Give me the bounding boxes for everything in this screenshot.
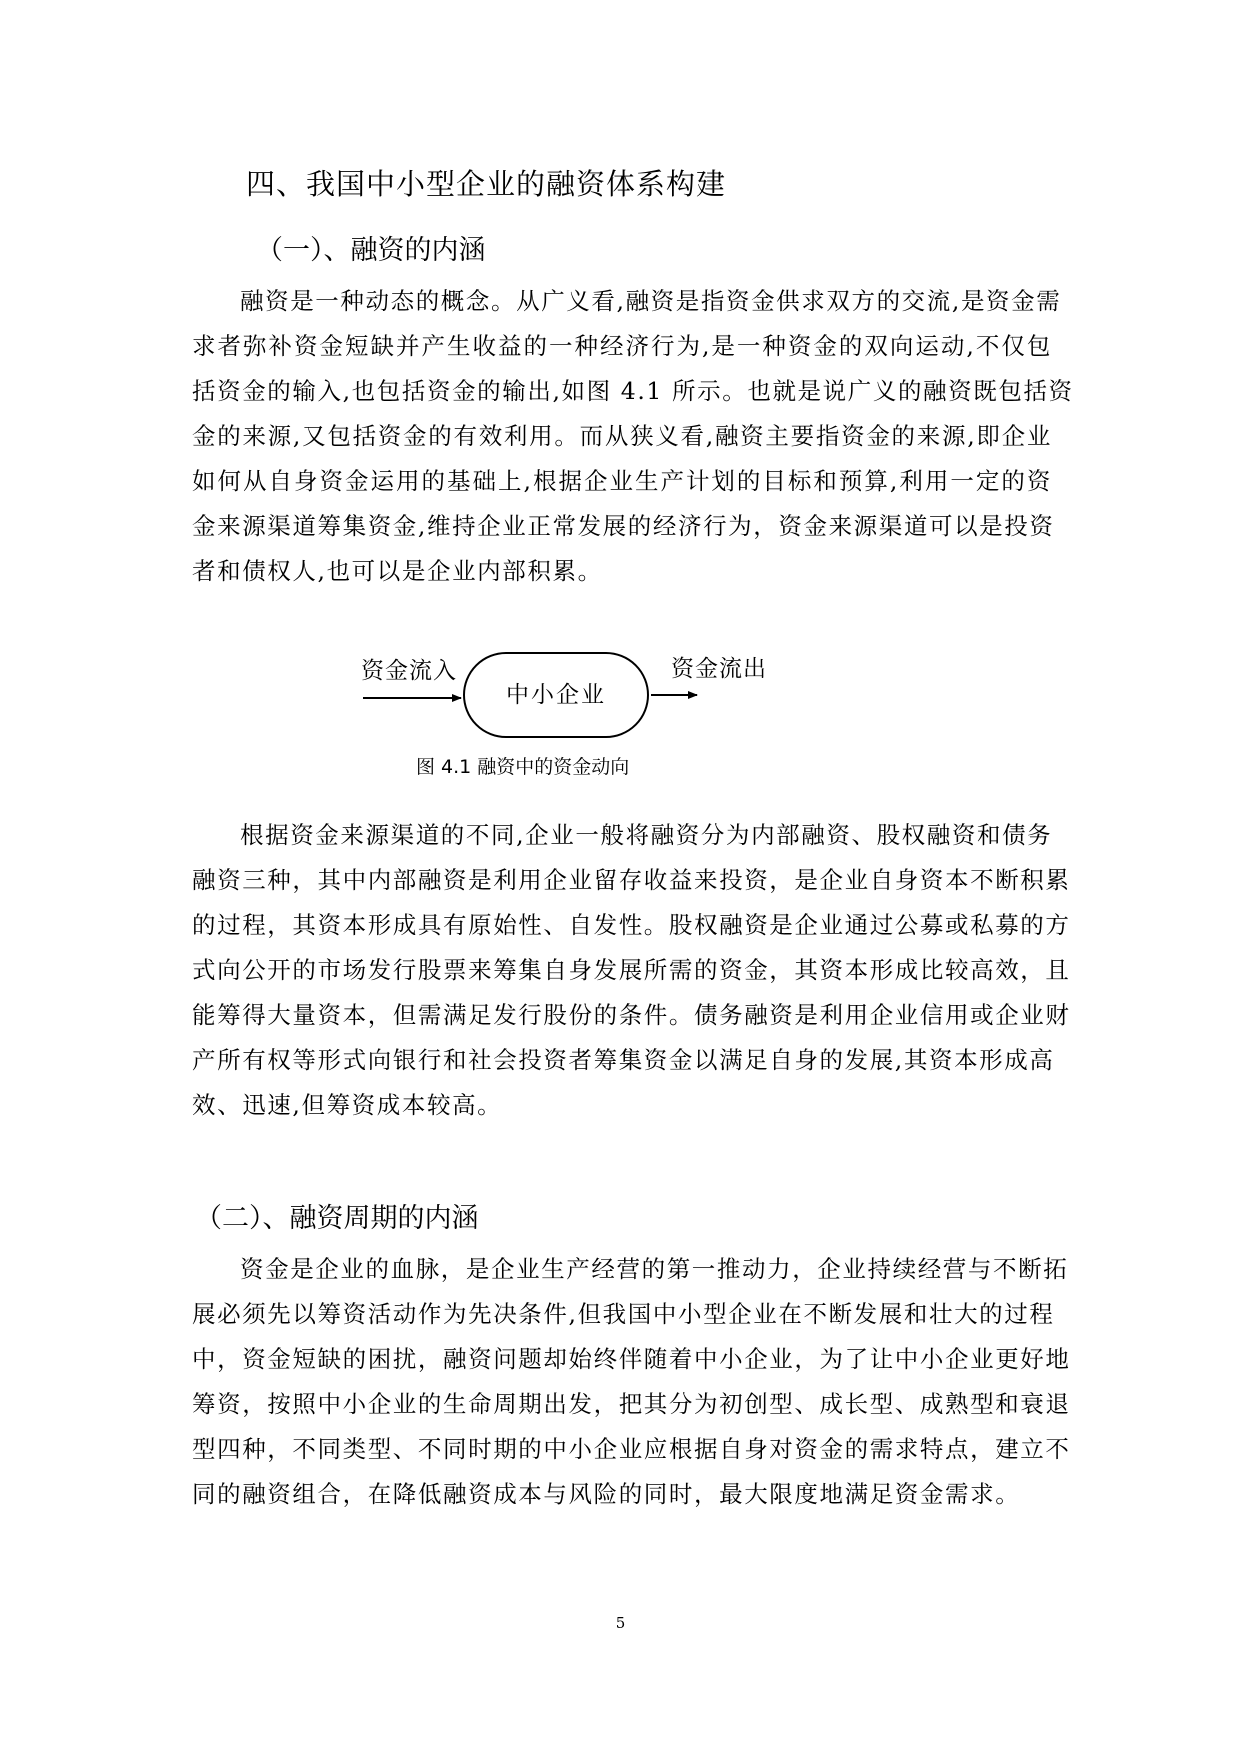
paragraph-line: 者和债权人,也可以是企业内部积累。 bbox=[192, 557, 603, 585]
enterprise-box bbox=[463, 652, 649, 738]
paragraph-line: 金来源渠道筹集资金,维持企业正常发展的经济行为，资金来源渠道可以是投资 bbox=[192, 512, 1055, 540]
paragraph-line: 展必须先以筹资活动作为先决条件,但我国中小型企业在不断发展和壮大的过程 bbox=[192, 1300, 1055, 1328]
capital-flow-diagram bbox=[355, 646, 795, 758]
paragraph-line: 融资三种，其中内部融资是利用企业留存收益来投资，是企业自身资本不断积累 bbox=[192, 866, 1071, 894]
paragraph-line: 融资是一种动态的概念。从广义看,融资是指资金供求双方的交流,是资金需 bbox=[240, 287, 1062, 315]
paragraph-line: 的过程，其资本形成具有原始性、自发性。股权融资是企业通过公募或私募的方 bbox=[192, 911, 1071, 939]
paragraph-line: 筹资，按照中小企业的生命周期出发，把其分为初创型、成长型、成熟型和衰退 bbox=[192, 1390, 1071, 1418]
section-1-title: （一）、融资的内涵 bbox=[256, 235, 486, 266]
section-2-paragraph bbox=[192, 1247, 1071, 1517]
paragraph-line: 求者弥补资金短缺并产生收益的一种经济行为,是一种资金的双向运动,不仅包 bbox=[192, 332, 1052, 360]
section-1-paragraph-1 bbox=[192, 279, 1074, 594]
paragraph-line: 括资金的输入,也包括资金的输出,如图 4.1 所示。也就是说广义的融资既包括资 bbox=[192, 377, 1074, 405]
chapter-heading: 四、我国中小型企业的融资体系构建 bbox=[246, 167, 727, 201]
figure-caption: 图 4.1 融资中的资金动向 bbox=[416, 756, 630, 778]
outflow-label: 资金流出 bbox=[671, 656, 767, 682]
paragraph-line: 金的来源,又包括资金的有效利用。而从狭义看,融资主要指资金的来源,即企业 bbox=[192, 422, 1052, 450]
paragraph-line: 资金是企业的血脉，是企业生产经营的第一推动力，企业持续经营与不断拓 bbox=[240, 1255, 1069, 1283]
page-number: 5 bbox=[615, 1614, 626, 1632]
paragraph-line: 根据资金来源渠道的不同,企业一般将融资分为内部融资、股权融资和债务 bbox=[240, 821, 1053, 849]
enterprise-box-label: 中小企业 bbox=[506, 682, 606, 708]
paragraph-line: 效、迅速,但筹资成本较高。 bbox=[192, 1091, 503, 1119]
paragraph-line: 型四种，不同类型、不同时期的中小企业应根据自身对资金的需求特点，建立不 bbox=[192, 1435, 1071, 1463]
section-1-paragraph-2 bbox=[192, 813, 1071, 1128]
section-2-title: （二）、融资周期的内涵 bbox=[195, 1203, 479, 1234]
paragraph-line: 能筹得大量资本，但需满足发行股份的条件。债务融资是利用企业信用或企业财 bbox=[192, 1001, 1071, 1029]
paragraph-line: 产所有权等形式向银行和社会投资者筹集资金以满足自身的发展,其资本形成高 bbox=[192, 1046, 1055, 1074]
paragraph-line: 同的融资组合，在降低融资成本与风险的同时，最大限度地满足资金需求。 bbox=[192, 1480, 1021, 1508]
paragraph-line: 中，资金短缺的困扰，融资问题却始终伴随着中小企业，为了让中小企业更好地 bbox=[192, 1345, 1071, 1373]
paragraph-line: 如何从自身资金运用的基础上,根据企业生产计划的目标和预算,利用一定的资 bbox=[192, 467, 1052, 495]
inflow-label: 资金流入 bbox=[361, 658, 457, 684]
paragraph-line: 式向公开的市场发行股票来筹集自身发展所需的资金，其资本形成比较高效，且 bbox=[192, 956, 1071, 984]
